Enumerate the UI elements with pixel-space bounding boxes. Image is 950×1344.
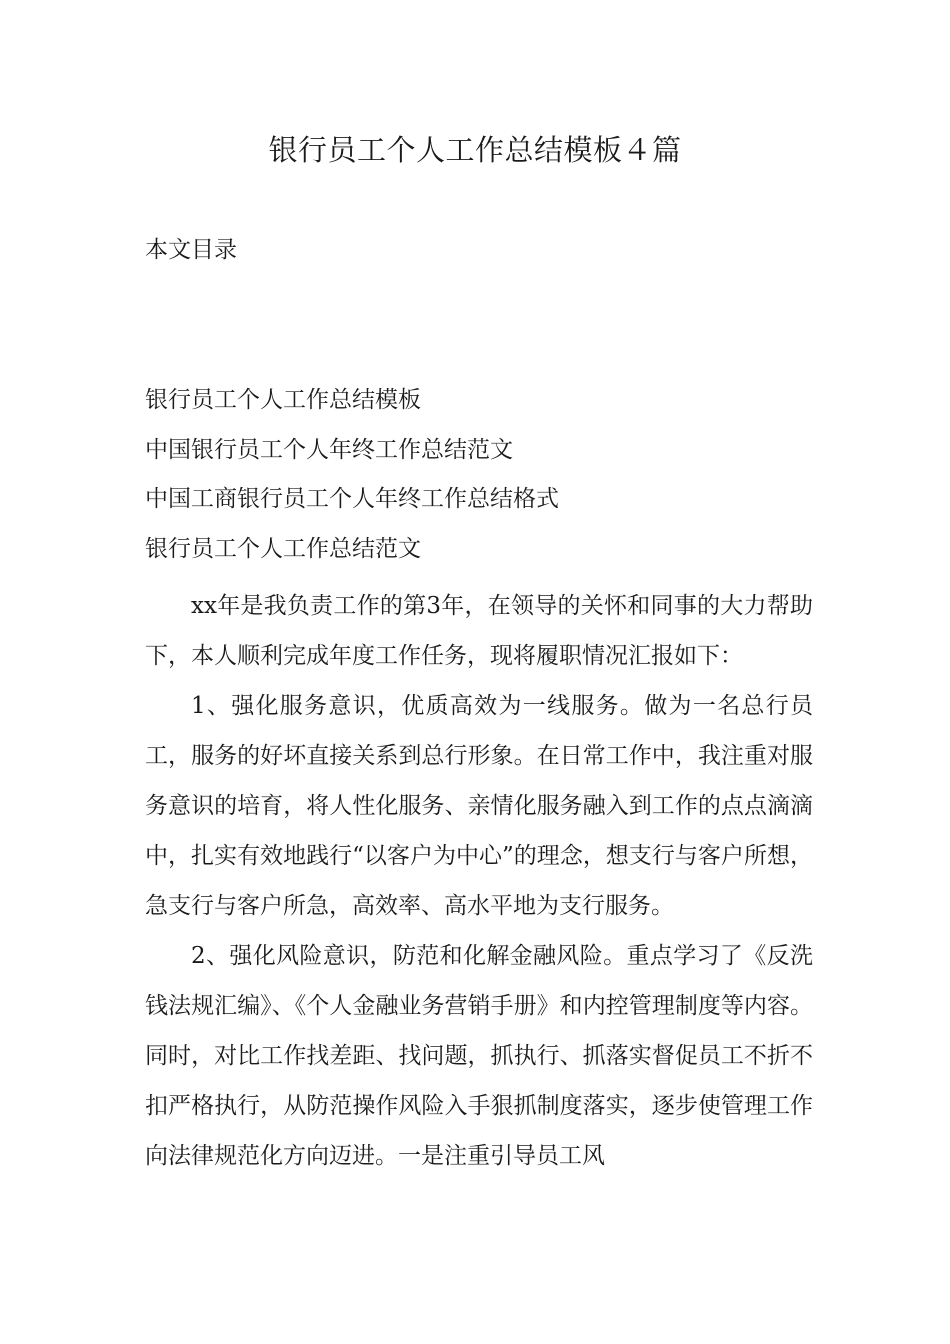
document-title: 银行员工个人工作总结模板４篇 [268,133,682,167]
paragraph-service: 1、强化服务意识，优质高效为一线服务。做为一名总行员工，服务的好坏直接关系到总行形象。在日常工作中，我注重对服务意识的培育，将人性化服务、亲情化服务融入到工作的点点滴滴中，扎实有效地践行“以客户为中心”的理念，想支行与客户所想，急支行与客户所急，高效率、高水平地为支行服务。 [145,693,813,919]
toc-heading: 本文目录 [145,237,237,263]
toc-item[interactable]: 银行员工个人工作总结模板 [145,387,421,413]
paragraph-intro: xx年是我负责工作的第3年，在领导的关怀和同事的大力帮助下，本人顺利完成年度工作任务，现将履职情况汇报如下： [145,593,813,669]
toc-item[interactable]: 中国工商银行员工个人年终工作总结格式 [145,486,559,512]
document-body [145,581,813,1181]
toc-item[interactable]: 银行员工个人工作总结范文 [145,535,421,562]
toc-item[interactable]: 中国银行员工个人年终工作总结范文 [145,436,513,463]
table-of-contents [145,383,559,581]
paragraph-risk: 2、强化风险意识，防范和化解金融风险。重点学习了《反洗钱法规汇编》、《个人金融业务营销手册》和内控管理制度等内容。同时，对比工作找差距、找问题，抓执行、抓落实督促员工不折不扣严格执行，从防范操作风险入手狠抓制度落实，逐步使管理工作向法律规范化方向迈进。一是注重引导员工风 [145,943,813,1169]
